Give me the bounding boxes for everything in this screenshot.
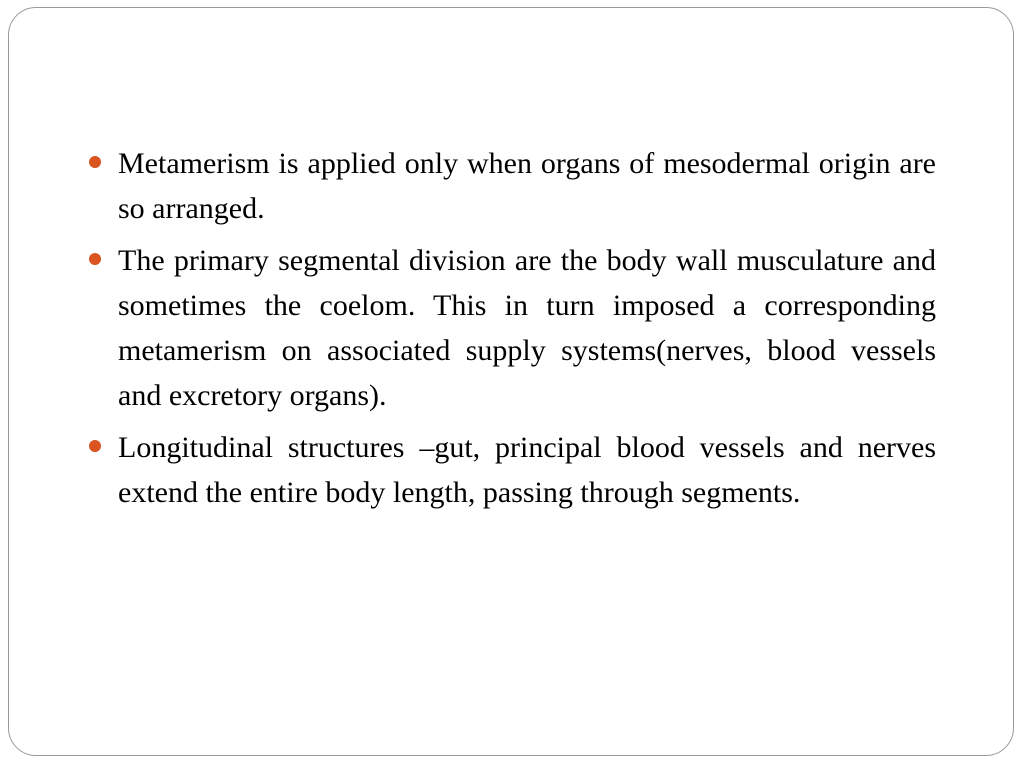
bullet-list	[79, 141, 936, 522]
bullet-item	[79, 238, 936, 418]
bullet-item	[79, 425, 936, 515]
bullet-text: Metamerism is applied only when organs of mesodermal origin are so arranged.	[118, 147, 936, 225]
bullet-text: The primary segmental division are the body wall musculature and sometimes the coelom. This in turn imposed a corresponding metamerism on associated supply systems(nerves, blood vessels and excretory organs).	[118, 244, 936, 412]
bullet-item	[79, 141, 936, 231]
bullet-dot-icon	[89, 440, 101, 452]
slide-frame	[8, 7, 1014, 756]
bullet-dot-icon	[89, 156, 101, 168]
bullet-text: Longitudinal structures –gut, principal blood vessels and nerves extend the entire body length, passing through segments.	[118, 431, 936, 509]
bullet-dot-icon	[89, 253, 101, 265]
